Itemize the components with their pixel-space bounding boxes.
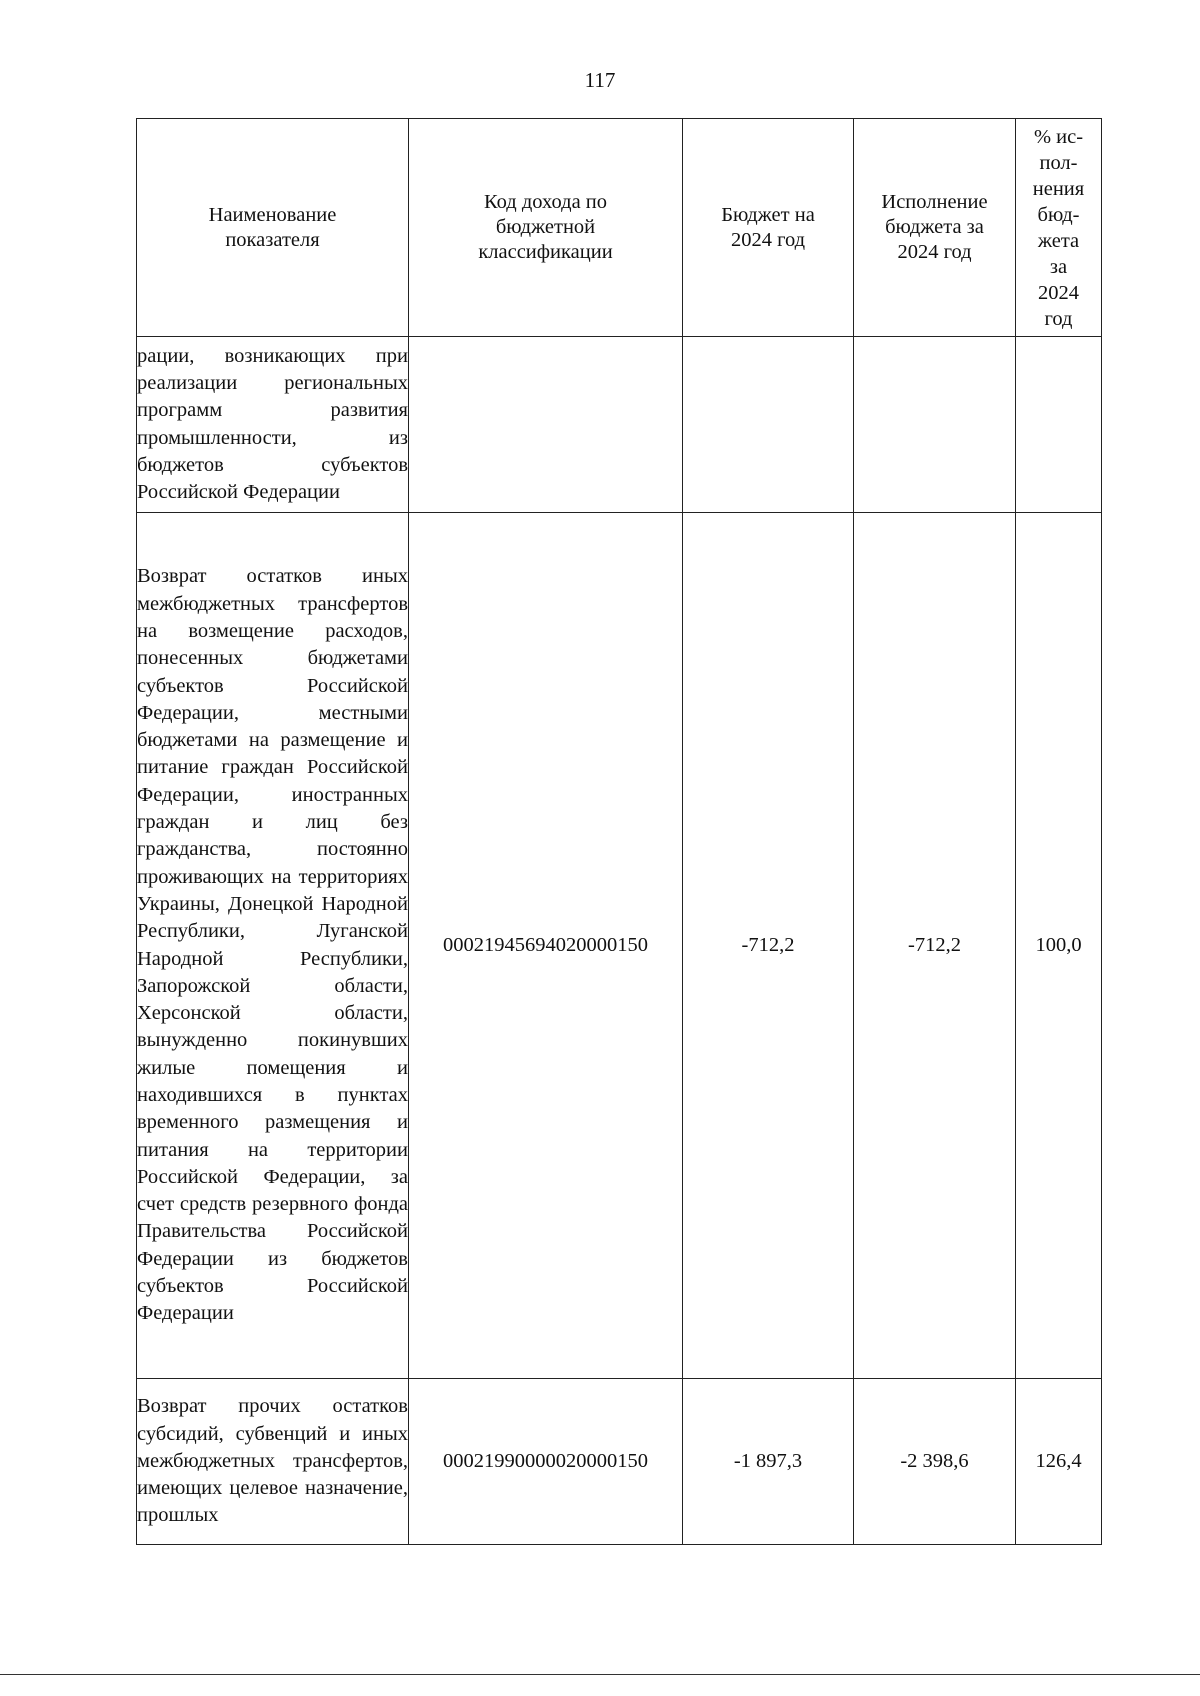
- row-budget: [683, 337, 854, 513]
- row-execution: [854, 337, 1016, 513]
- table-row: [137, 1379, 1102, 1545]
- row-budget: -712,2: [683, 513, 854, 1379]
- header-percent-line: за: [1049, 255, 1068, 278]
- row-name: рации, возникающих при реализации региональных программ развития промышленности, из бюджетов субъектов Российской Федерации: [137, 337, 409, 513]
- row-code: [409, 337, 683, 513]
- header-percent-line: бюд-: [1037, 203, 1080, 226]
- bottom-divider: [0, 1674, 1200, 1675]
- budget-execution-table: [136, 118, 1102, 1545]
- row-name: Возврат остатков иных межбюджетных трансфертов на возмещение расходов, понесенных бюджетами субъектов Российской Федерации, местными бюджетами на размещение и питание граждан Российской Федерации, иностранных граждан и лиц без гражданства, постоянно проживающих на территориях Украины, Донецкой Народной Республики, Луганской Народной Республики, Запорожской области, Херсонской области, вынужденно покинувших жилые помещения и находившихся в пунктах временного размещения и питания на территории Российской Федерации, за счет средств резервного фонда Правительства Российской Федерации из бюджетов субъектов Российской Федерации: [137, 513, 409, 1379]
- row-percent: [1016, 337, 1102, 513]
- row-budget: -1 897,3: [683, 1379, 854, 1545]
- table-header-row: [137, 119, 1102, 337]
- header-execution-label: Исполнение бюджета за 2024 год: [881, 191, 988, 263]
- page-number: 117: [584, 68, 616, 92]
- table-row: [137, 337, 1102, 513]
- row-code: 00021990000020000150: [409, 1379, 683, 1545]
- row-code: 00021945694020000150: [409, 513, 683, 1379]
- row-name: Возврат прочих остатков субсидий, субвенций и иных межбюджетных трансфертов, имеющих целевое назначение, прошлых: [137, 1379, 409, 1545]
- header-percent: [1016, 119, 1102, 337]
- header-code-label: Код дохода по бюджетной классификации: [478, 191, 613, 263]
- header-execution: [854, 119, 1016, 337]
- header-percent-line: 2024: [1038, 281, 1079, 304]
- header-percent-line: % ис-: [1033, 125, 1084, 148]
- header-code: [409, 119, 683, 337]
- row-percent: 126,4: [1016, 1379, 1102, 1545]
- header-percent-line: нения: [1032, 177, 1085, 200]
- row-execution: -2 398,6: [854, 1379, 1016, 1545]
- header-budget-label: Бюджет на 2024 год: [721, 203, 815, 251]
- header-percent-line: год: [1044, 307, 1073, 330]
- header-name: [137, 119, 409, 337]
- table-row: [137, 513, 1102, 1379]
- row-percent: 100,0: [1016, 513, 1102, 1379]
- header-percent-line: жета: [1037, 229, 1080, 252]
- row-execution: -712,2: [854, 513, 1016, 1379]
- header-name-label: Наименование показателя: [208, 203, 337, 251]
- header-budget: [683, 119, 854, 337]
- header-percent-line: пол-: [1039, 151, 1078, 174]
